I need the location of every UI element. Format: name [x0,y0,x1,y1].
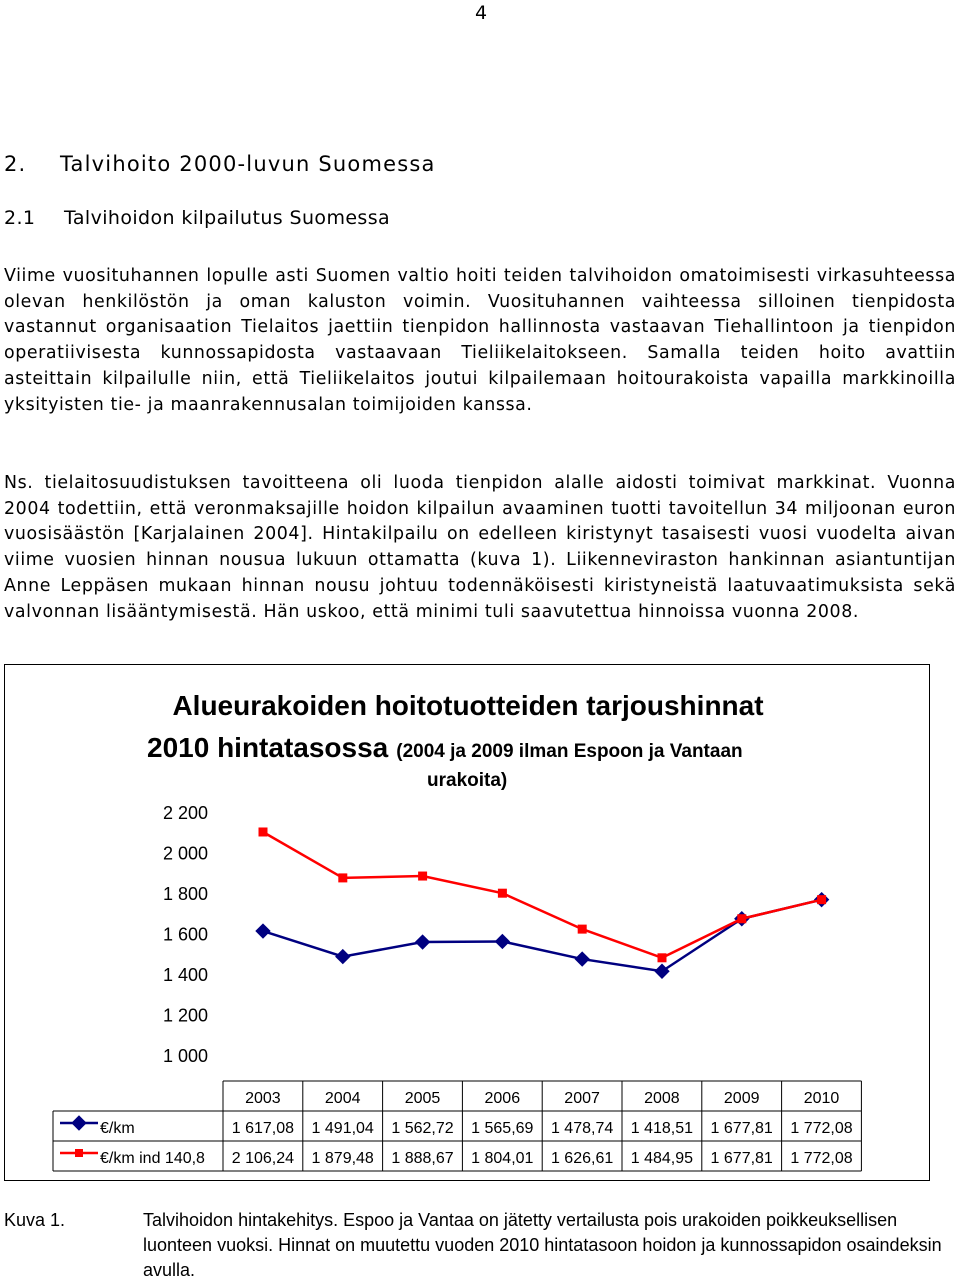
x-category-label: 2010 [803,1090,840,1107]
table-value: 1 772,08 [790,1150,853,1167]
table-value: 1 677,81 [710,1150,773,1167]
data-point-diamond [655,964,669,978]
table-value: 1 879,48 [311,1150,374,1167]
chart-title-line1: Alueurakoiden hoitotuotteiden tarjoushinnat [172,690,764,721]
table-value: 1 491,04 [311,1120,374,1137]
chart-title-small: (2004 ja 2009 ilman Espoon ja Vantaan [396,741,743,762]
table-value: 1 562,72 [391,1120,454,1137]
figure-caption-text: Talvihoidon hintakehitys. Espoo ja Vantaa on jätetty vertailusta pois urakoiden poikkeuksellisen luonteen vuoksi. Hinnat on muutettu vuoden 2010 hintatasoon hoidon ja kunnossapidon osaindeksin avulla. [143,1210,942,1280]
legend-label: €/km ind 140,8 [100,1150,205,1167]
data-point-square [259,827,268,836]
y-axis-labels [163,803,208,1066]
series-line [263,832,822,958]
data-point-diamond [495,934,509,948]
table-value: 1 418,51 [630,1120,694,1137]
page-number: 4 [475,2,488,24]
y-tick-label: 1 200 [162,1005,208,1026]
subsection-heading [4,207,390,229]
data-point-square [498,889,507,898]
data-point-diamond [416,935,430,949]
y-tick-label: 1 800 [162,884,208,904]
y-tick-label: 1 600 [162,924,208,945]
series-lines [256,827,829,978]
x-category-label: 2008 [644,1090,680,1107]
chart-frame [4,664,930,1181]
x-category-label: 2006 [484,1090,521,1107]
table-value: 1 484,95 [630,1150,694,1167]
legend-label: €/km [100,1120,135,1137]
y-tick-label: 2 200 [162,803,208,823]
data-point-diamond [336,950,350,964]
table-value: 1 888,67 [391,1150,454,1167]
chart-title-large: 2010 hintatasossa [147,732,389,763]
y-tick-label: 2 000 [162,843,208,864]
data-point-square [338,873,347,882]
table-value: 1 677,81 [710,1120,773,1137]
section-heading [4,152,436,176]
table-value: 1 804,01 [471,1150,534,1167]
chart-title-line2 [147,732,743,763]
section-number: 2. [4,152,27,176]
subsection-number: 2.1 [4,207,36,229]
x-category-label: 2004 [324,1090,361,1107]
figure-caption-label: Kuva 1. [4,1210,66,1230]
body-paragraph-1: Viime vuosituhannen lopulle asti Suomen valtio hoiti teiden talvihoidon omatoimisesti virkasuhteessa olevan henkilöstön ja oman kaluston voimin. Vuosituhannen vaihteessa silloinen tienpidosta vastannut organisaation Tielaitos jaettiin tienpidon hallinnosta vastaavan Tiehallintoon ja tienpidon operatiivisesta kunnossapidosta vastaavaan Tieliikelaitokseen. Samalla teiden hoito avattiin asteittain kilpailulle niin, että Tieliikelaitos joutui kilpailemaan hoitourakoista vapailla markkinoilla yksityisten tie- ja maanrakennusalan toimijoiden kanssa. [4,266,956,415]
table-value: 1 772,08 [790,1120,853,1137]
data-point-square [578,925,587,934]
x-category-label: 2007 [564,1090,600,1107]
chart-title-line3: urakoita) [427,770,508,791]
data-point-square [737,914,746,923]
data-point-diamond [256,924,270,938]
data-point-square [817,895,826,904]
data-point-square [658,953,667,962]
data-table [53,1081,861,1171]
x-category-label: 2003 [245,1090,281,1107]
table-value: 1 478,74 [550,1120,614,1137]
legend-marker-diamond [72,1116,86,1130]
table-value: 1 565,69 [471,1120,534,1137]
legend-marker-square [75,1149,83,1157]
data-point-diamond [575,952,589,966]
table-value: 1 626,61 [550,1150,614,1167]
subsection-title: Talvihoidon kilpailutus Suomessa [64,207,391,229]
y-tick-label: 1 400 [162,965,208,985]
x-category-label: 2009 [723,1090,760,1107]
section-title: Talvihoito 2000-luvun Suomessa [60,152,436,176]
price-chart [5,665,931,1182]
body-paragraph-2: Ns. tielaitosuudistuksen tavoitteena oli luoda tienpidon alalle aidosti toimivat markkinat. Vuonna 2004 todettiin, että veronmaksajille hoidon kilpailun avaaminen tuotti tavoitellun 34 miljoonan euron vuosisäästön [Karjalainen 2004]. Hintakilpailu on edelleen kiristynyt tasaisesti vuosi vuodelta aivan viime vuosien hinnan nousua lukuun ottamatta (kuva 1). Liikenneviraston hankinnan asiantuntijan Anne Leppäsen mukaan hinnan nousu johtuu todennäköisesti kiristyneistä laatuvaatimuksista sekä valvonnan lisääntymisestä. Hän uskoo, että minimi tuli saavutettua hinnoissa vuonna 2008. [4,473,956,622]
data-point-square [418,872,427,881]
x-category-label: 2005 [404,1090,441,1107]
table-value: 2 106,24 [231,1150,295,1167]
y-tick-label: 1 000 [162,1046,208,1066]
table-value: 1 617,08 [231,1120,295,1137]
